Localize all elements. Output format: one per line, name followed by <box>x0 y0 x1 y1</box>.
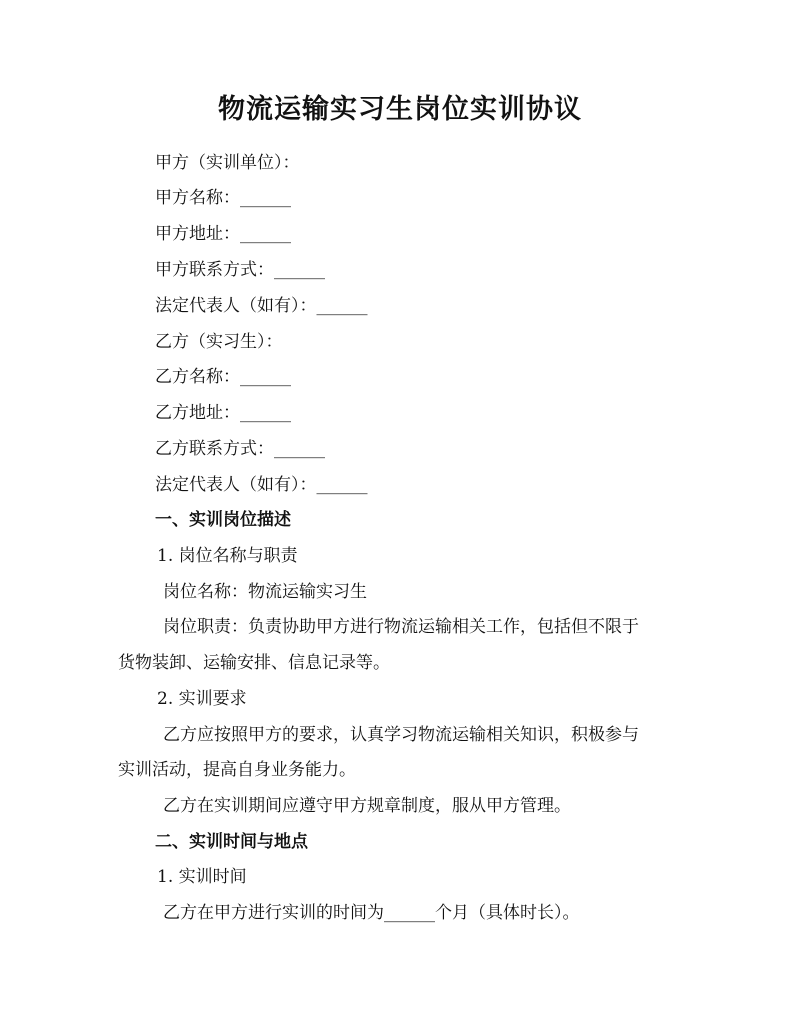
requirement-1-line-1: 乙方应按照甲方的要求，认真学习物流运输相关知识，积极参与 <box>163 725 639 745</box>
party-a-name: 甲方名称：______ <box>155 188 291 208</box>
section-2-sub-1-heading: 1. 实训时间 <box>157 867 247 887</box>
requirement-1-line-2: 实训活动，提高自身业务能力。 <box>118 760 356 780</box>
position-duties-line-1: 岗位职责：负责协助甲方进行物流运输相关工作，包括但不限于 <box>163 617 639 637</box>
party-a-address: 甲方地址：______ <box>155 224 291 244</box>
party-a-contact: 甲方联系方式：______ <box>155 260 325 280</box>
party-a-representative: 法定代表人（如有）：______ <box>155 296 368 316</box>
party-b-address: 乙方地址：______ <box>155 403 291 423</box>
training-duration: 乙方在甲方进行实训的时间为______个月（具体时长）。 <box>163 903 580 923</box>
section-1-sub-1-heading: 1. 岗位名称与职责 <box>157 546 298 566</box>
section-1-heading: 一、实训岗位描述 <box>155 510 291 530</box>
party-b-contact: 乙方联系方式：______ <box>155 439 325 459</box>
position-name: 岗位名称：物流运输实习生 <box>163 582 367 602</box>
document-title: 物流运输实习生岗位实训协议 <box>218 94 582 125</box>
requirement-2: 乙方在实训期间应遵守甲方规章制度，服从甲方管理。 <box>163 796 571 816</box>
position-duties-line-2: 货物装卸、运输安排、信息记录等。 <box>118 653 390 673</box>
party-b-heading: 乙方（实习生）： <box>155 332 283 352</box>
section-1-sub-2-heading: 2. 实训要求 <box>157 689 247 709</box>
party-a-heading: 甲方（实训单位）： <box>155 153 300 173</box>
section-2-heading: 二、实训时间与地点 <box>155 832 308 852</box>
party-b-representative: 法定代表人（如有）：______ <box>155 475 368 495</box>
party-b-name: 乙方名称：______ <box>155 367 291 387</box>
